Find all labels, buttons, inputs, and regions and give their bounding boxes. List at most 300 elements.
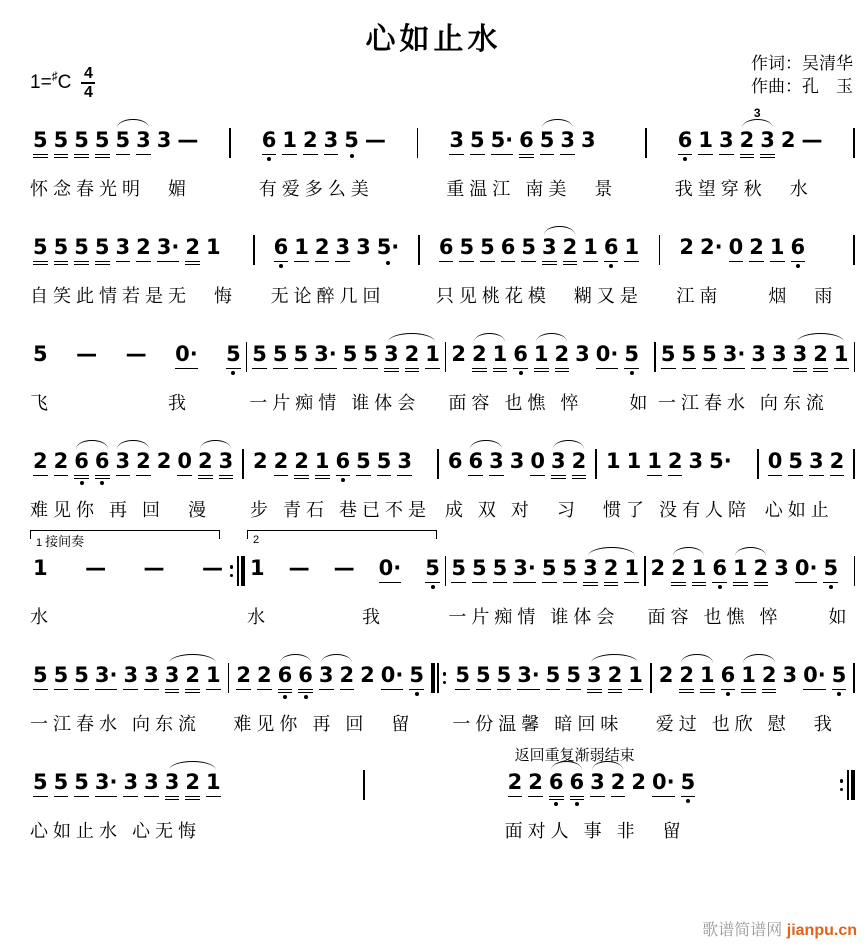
lyric-line: 惯了 没有人陪 [602,500,751,520]
beam-underline [198,478,213,480]
note-digit: 5 [293,342,309,366]
beam-underline [206,689,221,691]
beam-underline [185,264,200,266]
slur-group [113,449,154,476]
beam-underline [74,689,89,691]
note-digit: 0· [652,770,675,794]
note-digit: 5 [74,235,89,259]
note [448,449,463,473]
notes-row [675,106,826,166]
note-digit: 3 [782,663,798,687]
note-digit: 3 [164,770,180,794]
beam-underline [54,475,69,477]
beam-underline [95,478,110,480]
note-digit: 5 [115,128,131,152]
note-digit: 5 [788,449,804,473]
note [566,663,581,690]
notes-row [30,770,224,808]
lyric-line: 难见你 再 回 漫 [30,500,212,520]
dash-note [85,556,106,580]
note [583,235,598,262]
note-digit: 5 [480,235,495,259]
note-digit: 3· [156,235,180,259]
low-octave-dot [718,585,722,589]
barline-stroke [847,770,849,800]
note [274,235,289,268]
note-digit: 2 [749,235,764,259]
measure [249,342,443,415]
note [583,556,598,586]
note [555,342,570,372]
note [472,342,487,372]
note-digit: 2 [528,770,543,794]
note [542,556,557,583]
note-digit: 2 [253,449,268,473]
note-digit: 6 [335,449,351,473]
slur-group [316,663,357,690]
beam-underline [74,475,89,477]
note [782,663,797,687]
note [575,342,590,366]
note-digit: 2 [562,235,578,259]
notes-row [249,342,443,380]
lyric-line: 飞 我 [30,393,191,413]
beam-underline [74,157,89,159]
note-digit: 5 [492,556,508,580]
slur-arc [742,119,773,128]
note [95,770,118,797]
beam-underline [315,475,330,477]
note-digit: 6 [273,235,289,259]
beam-underline [54,157,69,159]
note-digit: 0· [595,342,619,366]
notes-row [603,449,751,487]
lyric-line: 心如止 [764,500,834,520]
note-digit: 0· [175,342,198,366]
barline-stroke [654,342,656,372]
note-digit: 1 [699,663,715,687]
slur-arc [470,440,501,449]
lyric-line: 面对人 事 非 留 [504,821,686,841]
note [768,449,783,476]
beam-underline [54,689,69,691]
note-digit: 5 [344,128,359,152]
note [508,770,523,797]
beam-underline [583,585,598,587]
note [315,235,330,262]
beam-underline [74,478,89,480]
note [624,342,639,375]
note [54,128,69,158]
beam-underline [278,689,293,691]
barline-stroke [229,128,231,158]
measure [250,449,431,522]
measure [674,106,826,201]
beam-underline [294,478,309,480]
measure [30,128,201,201]
note-digit: 3 [772,342,787,366]
beam-underline [262,154,277,156]
beam-underline [542,582,557,584]
slur-group [71,449,112,485]
measure [30,235,237,308]
note-digit: 2 [198,449,213,473]
note-digit: 3 [335,235,351,259]
notes-row [505,770,699,808]
low-octave-dot [350,154,354,158]
beam-underline [274,261,289,263]
note [596,342,619,369]
note-digit: 3 [718,128,734,152]
measure [765,449,848,522]
lyric-line: 我望穿秋 水 [674,179,813,199]
note [519,128,534,158]
beam-underline [336,475,351,477]
volta-number: 1 [36,537,43,549]
note [497,663,512,690]
beam-underline [298,692,313,694]
note [250,556,265,580]
beam-underline [791,261,806,263]
note-digit: 5 [660,342,676,366]
beam-underline [493,368,508,370]
low-octave-dot [829,585,833,589]
slur-group [730,556,771,586]
barline [253,235,255,265]
note [95,235,110,265]
beam-underline [468,475,483,477]
note [384,342,399,372]
lyric-line: 江南 烟 雨 [676,286,838,306]
beam-underline [604,582,619,584]
note [781,128,796,152]
note [123,663,138,690]
beam-underline [123,796,138,798]
low-octave-dot [304,695,308,699]
beam-underline [273,368,288,370]
repeat-dot [443,681,447,685]
beam-underline [177,475,192,477]
note-digit: 1 [733,556,748,580]
note-digit: 5 [472,556,487,580]
note [651,556,666,580]
note-digit: 5 [521,235,536,259]
dash-note [202,556,223,580]
barline [445,556,447,586]
watermark-url[interactable]: jianpu.cn [786,922,857,939]
note [74,770,89,797]
note-digit: 5 [94,128,110,152]
beam-underline [563,582,578,584]
beam-underline [587,689,602,691]
note-digit: 3 [123,663,139,687]
lyricist: 作词：吴清华 [751,54,853,73]
beam-underline [668,475,683,477]
beam-underline [472,368,487,370]
barline-stroke [853,449,855,479]
note [788,449,803,476]
notes-row [247,556,443,594]
low-octave-dot [267,157,271,161]
notes-row [30,449,236,487]
beam-underline [489,475,504,477]
note-digit: 1 [533,342,549,366]
note-digit: 2 [631,770,646,794]
beam-underline [33,475,48,477]
note [324,128,339,155]
note-digit: 5 [33,342,48,366]
beam-underline [405,368,420,370]
note-digit: 5 [562,556,578,580]
note [95,663,118,690]
note [273,342,288,369]
note-digit: 5 [342,342,358,366]
note-digit: 3 [751,342,766,366]
beam-underline [54,264,69,266]
lyric-line: 一份温馨 暗回味 [452,714,624,734]
note-digit: 2 [360,663,375,687]
score-line [30,747,857,843]
note [791,235,806,268]
note-digit: 6 [94,449,110,473]
note [165,663,180,693]
beam-underline [95,689,118,691]
note [681,770,696,803]
beam-underline [165,689,180,691]
beam-underline [340,689,355,691]
note-digit: 5 [624,342,639,366]
note-digit: 1 [294,235,309,259]
score-line [30,342,857,415]
barline-stroke [853,663,855,693]
note-digit: 5 [681,342,697,366]
lyric-line: 水 我 [246,607,385,627]
note-digit: 1 [492,342,508,366]
note-digit: 5 [831,663,847,687]
barline [650,663,652,693]
notes-row [30,235,237,273]
note [712,556,727,589]
barline [242,449,244,479]
beam-underline [144,796,159,798]
beam-underline [472,371,487,373]
lyric-line: 自笑此情若是无 悔 [30,286,237,306]
note [340,663,355,690]
note-digit: 0· [378,556,402,580]
beam-underline [768,475,783,477]
lyric-line: 重温江 南美 景 [446,179,618,199]
key-prefix: 1= [30,71,52,93]
slur-group [537,128,578,155]
slur-group [195,449,236,479]
note [206,663,221,690]
beam-underline [671,582,686,584]
note [540,128,555,155]
slur-arc [553,440,584,449]
note-digit: 2 [667,449,683,473]
note-digit: 3 [560,128,576,152]
volta-number: 2 [252,534,260,546]
note-digit: 6 [548,770,564,794]
note-digit: 3· [513,556,536,580]
note-digit: 1 [698,128,713,152]
slur-group [737,106,778,158]
note-digit: 2 [185,235,200,259]
beam-underline [546,689,561,691]
beam-underline [702,368,717,370]
beam-underline [723,368,746,370]
measure [246,534,443,629]
beam-underline [608,692,623,694]
beam-underline [236,689,251,691]
note [336,449,351,482]
slur-group [587,770,628,797]
score-line [30,235,857,308]
beam-underline [555,371,570,373]
note [491,128,514,155]
note-digit: 6 [677,128,693,152]
notes-row [259,128,389,166]
note-digit: 2 [185,770,200,794]
note-digit: 0 [728,235,744,259]
beam-underline [692,582,707,584]
lyric-line: 一片痴情 谁体会 [249,393,421,413]
dash-note [365,128,386,152]
time-top: 4 [83,65,93,82]
beam-underline [384,371,399,373]
beam-underline [74,261,89,263]
note-digit: 5 [455,663,470,687]
beam-underline [298,689,313,691]
note-digit: 5· [376,235,400,259]
beam-underline [476,689,491,691]
beam-underline [219,475,234,477]
note [795,556,818,583]
note-digit: 5 [33,128,48,152]
beam-underline [379,582,402,584]
beam-underline [624,582,639,584]
low-octave-dot [837,692,841,696]
beam-underline [583,261,598,263]
lyric-line: 怀念春光明 媚 [30,179,191,199]
note-digit: 2 [507,770,523,794]
note [534,342,549,372]
beam-underline [54,261,69,263]
note-digit: 2 [658,663,674,687]
note [563,235,578,265]
note [282,128,297,155]
beam-underline [572,478,587,480]
beam-underline [324,154,339,156]
note [700,235,723,259]
beam-underline [397,475,412,477]
barline-stroke [853,128,855,158]
volta-label [253,531,262,546]
measure [30,342,244,415]
note-digit: 3 [541,235,557,259]
beam-underline [74,154,89,156]
note [549,770,564,806]
beam-underline [315,261,330,263]
note [405,342,420,372]
note-digit: — [76,342,98,366]
beam-underline [95,154,110,156]
note-digit: 3 [760,128,775,152]
note-digit: 2 [829,449,845,473]
beam-underline [303,154,318,156]
note-digit: 2 [472,342,487,366]
beam-underline [678,154,693,156]
note [206,770,221,797]
beam-underline [698,154,713,156]
note-digit: 5 [53,235,69,259]
measure [30,663,224,736]
note-digit: 6 [513,342,528,366]
beam-underline [762,689,777,691]
note [772,342,787,369]
barline [854,342,856,372]
note [608,663,623,693]
beam-underline [519,157,534,159]
note-digit: 1 [583,235,598,259]
note-digit: 5 [53,128,69,152]
note-digit: 5· [709,449,732,473]
beam-underline [95,264,110,266]
note-digit: 3 [144,770,159,794]
note [560,128,575,155]
note [671,556,686,586]
beam-underline [165,692,180,694]
beam-underline [760,154,775,156]
barline [853,449,855,479]
beam-underline [540,154,555,156]
note-digit: — [201,556,223,580]
measure [676,235,837,308]
barline [853,128,855,158]
beam-underline [377,475,392,477]
slur-group [546,770,587,806]
note [698,128,713,155]
note [206,235,221,259]
note-digit: — [801,128,823,152]
low-octave-dot [575,802,579,806]
beam-underline [472,582,487,584]
slur-group [539,235,580,265]
note [33,663,48,690]
note [521,235,536,262]
low-octave-dot [386,261,390,265]
note-digit: 3 [774,556,789,580]
beam-underline [219,478,234,480]
note-digit: — [177,128,199,152]
beam-underline [741,689,756,691]
watermark-site-name: 歌谱简谱网 [702,922,783,939]
slur-arc [681,654,712,663]
note-digit: 2 [753,556,769,580]
beam-underline [652,796,675,798]
beam-underline [770,261,785,263]
notes-row [446,128,617,166]
note [294,235,309,262]
beam-underline [611,796,626,798]
beam-underline [596,368,619,370]
note [733,556,748,586]
note [709,449,732,473]
note-digit: 2 [610,770,626,794]
note-digit: 5 [459,235,475,259]
note [95,128,110,158]
beam-underline [470,154,485,156]
